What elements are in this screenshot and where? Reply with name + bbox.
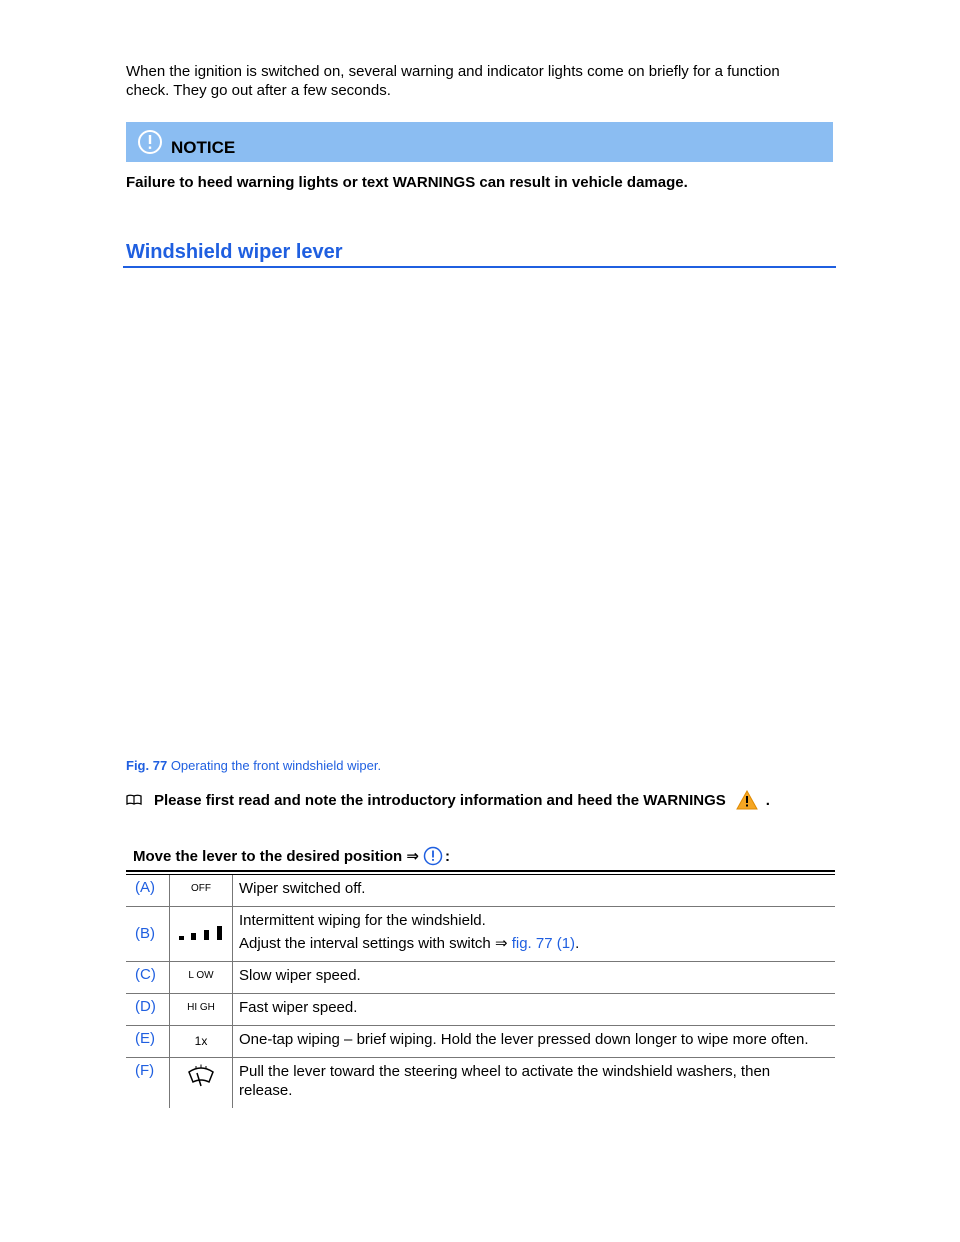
position-description (233, 1058, 836, 1109)
figure-caption-text: Operating the front windshield wiper. (170, 758, 382, 773)
position-description: Slow wiper speed. (239, 967, 361, 984)
table-row (126, 875, 835, 907)
notice-title: NOTICE (171, 138, 236, 157)
section-divider (123, 266, 836, 268)
intro-line-1: When the ignition is switched on, several warning and indicator lights come on briefly for a function (126, 63, 780, 80)
table-row (126, 994, 835, 1026)
description-line-2 (239, 934, 835, 953)
figure-label: Fig. 77 (126, 758, 168, 773)
table-heading-suffix: : (444, 847, 450, 865)
position-label: (C) (135, 966, 156, 983)
open-book-icon (126, 794, 142, 806)
description-line-2-suffix: . (575, 935, 580, 952)
figure-placeholder (126, 280, 833, 740)
position-description (233, 907, 836, 962)
exclamation-circle-icon[interactable] (423, 846, 443, 866)
table-row (126, 962, 835, 994)
position-label: (F) (135, 1062, 155, 1079)
read-note-suffix: . (765, 791, 770, 809)
read-note (126, 790, 770, 810)
section-title: Windshield wiper lever (126, 241, 343, 263)
table-heading-text: Move the lever to the desired position ⇒ (133, 848, 419, 865)
wiper-positions-table (126, 875, 835, 1108)
position-label: (D) (135, 998, 156, 1015)
exclamation-circle-icon (137, 129, 163, 155)
warning-triangle-icon[interactable] (736, 790, 758, 810)
low-symbol: L OW (170, 962, 233, 994)
position-description: One-tap wiping – brief wiping. Hold the lever pressed down longer to wipe more often. (239, 1031, 809, 1048)
description-line-2-prefix: Adjust the interval settings with switch ⇒ (239, 935, 508, 952)
fig-77-link[interactable]: fig. 77 (1) (511, 935, 576, 952)
position-description: Wiper switched off. (239, 880, 366, 897)
read-note-text: Please first read and note the introductory information and heed the WARNINGS (154, 791, 726, 809)
intermittent-symbol (170, 907, 233, 962)
table-row (126, 1058, 835, 1109)
position-description: Fast wiper speed. (239, 999, 358, 1016)
notice-text: Failure to heed warning lights or text WARNINGS can result in vehicle damage. (126, 174, 688, 191)
off-symbol: OFF (170, 875, 233, 907)
table-row (126, 907, 835, 962)
position-label: (E) (135, 1030, 155, 1047)
one-tap-symbol: 1x (170, 1026, 233, 1058)
table-top-rule (126, 870, 835, 872)
intro-line-2: check. They go out after a few seconds. (126, 82, 391, 99)
description-line-1: Pull the lever toward the steering wheel to activate the windshield washers, then (239, 1063, 771, 1080)
figure-caption (126, 758, 381, 773)
table-row (126, 1026, 835, 1058)
washer-symbol (170, 1058, 233, 1109)
description-line-1: Intermittent wiping for the windshield. (239, 912, 486, 929)
high-symbol: HI GH (170, 994, 233, 1026)
position-label: (B) (135, 925, 155, 942)
windshield-washer-icon (187, 1064, 215, 1088)
intro-paragraph (126, 62, 826, 100)
description-line-2: release. (239, 1082, 293, 1099)
table-heading (133, 846, 450, 866)
position-label: (A) (135, 879, 155, 896)
intermittent-bars-icon (177, 925, 225, 941)
notice-banner (126, 122, 833, 162)
